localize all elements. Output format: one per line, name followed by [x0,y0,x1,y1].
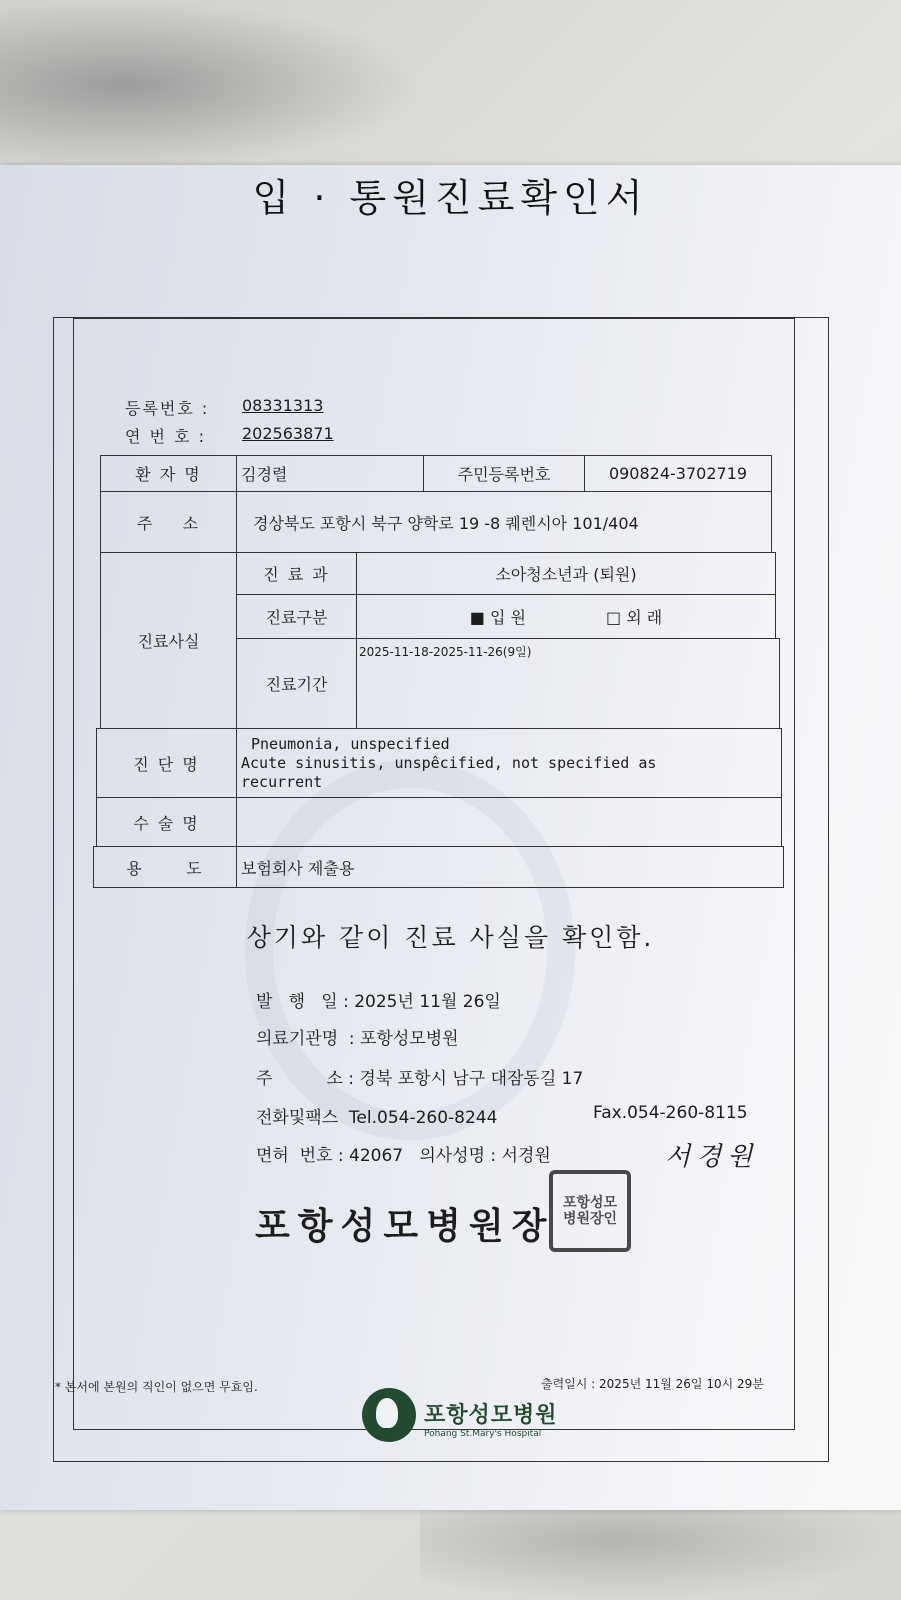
doctor-signature: 서경원 [665,1142,759,1172]
document-title: 입 · 통원진료확인서 [252,176,649,220]
inpatient-checkbox: ■ 입 원 [469,608,526,627]
hospital-director: 포항성모병원장 [255,1206,555,1247]
registration-row [125,396,324,419]
marble-background-bottom [420,1500,900,1600]
marble-background [0,0,420,170]
diagnosis-value [236,728,782,798]
logo-name: 포항성모병원 [424,1403,558,1428]
fax-number: Fax.054-260-8115 [593,1103,748,1123]
license-and-doctor: 면허 번호 : 42067 의사성명 : 서경원 [256,1146,551,1166]
print-timestamp: 출력일시 : 2025년 11월 26일 10시 29분 [541,1377,764,1391]
resident-number-value: 090824-3702719 [584,455,772,492]
diagnosis-line: Acute sinusitis, unspêcified, not specified as [241,753,657,772]
diagnosis-label: 진 단 명 [96,728,237,798]
department-label: 진 료 과 [236,552,357,595]
registration-label: 등록번호 : [125,399,210,418]
seal-text: 포항성모병원장인 [562,1195,618,1227]
treatment-facts-label: 진료사실 [100,552,237,729]
purpose-label: 용 도 [93,846,237,888]
purpose-value: 보험회사 제출용 [236,846,784,888]
address-value: 경상북도 포항시 북구 양학로 19 -8 퀘렌시아 101/404 [236,491,772,553]
treatment-type-label: 진료구분 [236,594,357,639]
period-value: 2025-11-18-2025-11-26(9일) [356,638,780,729]
period-label: 진료기간 [236,638,357,729]
official-seal [549,1170,631,1252]
diagnosis-line: Pneumonia, unspecified [251,734,450,753]
patient-name-value: 김경렬 [236,455,424,492]
hospital-logo-icon [362,1388,416,1442]
patient-name-label: 환 자 명 [100,455,237,492]
surgery-label: 수 술 명 [96,797,237,847]
treatment-type-value [356,594,776,639]
address-label: 주 소 [100,491,237,553]
resident-number-label: 주민등록번호 [423,455,585,492]
serial-label: 연 번 호 : [125,427,207,446]
outpatient-checkbox: □ 외 래 [606,608,663,627]
phone-number: 전화및팩스 Tel.054-260-8244 [256,1108,498,1128]
department-value: 소아청소년과 (퇴원) [356,552,776,595]
confirm-statement: 상기와 같이 진료 사실을 확인함. [246,923,655,952]
diagnosis-line: recurrent [241,772,323,791]
serial-row [125,424,334,447]
surgery-value [236,797,782,847]
footer-notice: * 본서에 본원의 직인이 없으면 무효임. [55,1380,258,1394]
registration-value: 08331313 [242,396,324,415]
institution-name: 의료기관명 : 포항성모병원 [256,1029,459,1049]
logo-subtitle: Pohang St.Mary's Hospital [424,1429,542,1439]
serial-value: 202563871 [242,424,334,443]
issue-date: 발 행 일 : 2025년 11월 26일 [256,992,501,1012]
institution-address: 주 소 : 경북 포항시 남구 대잠동길 17 [256,1069,584,1089]
